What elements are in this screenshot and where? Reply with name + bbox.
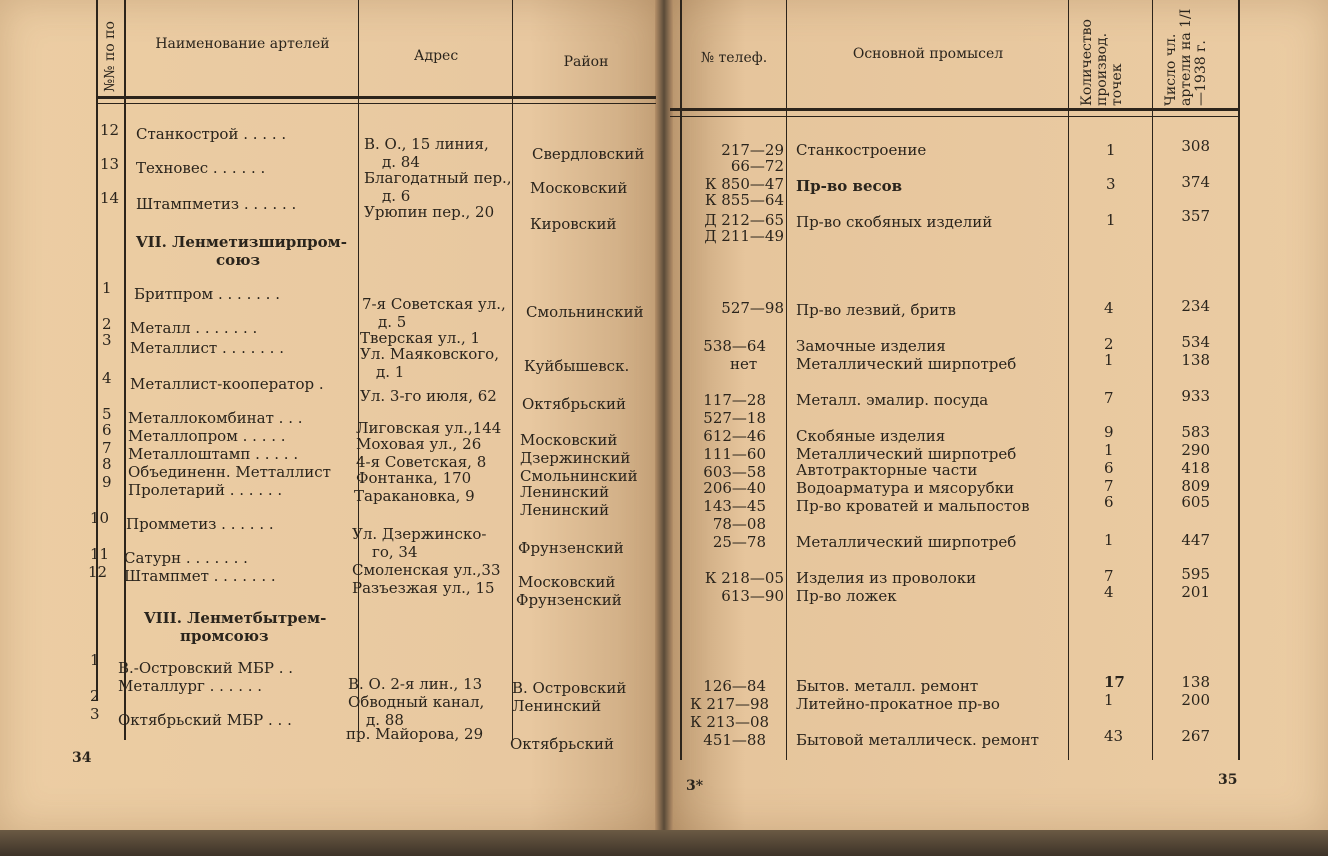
trade: Бытовой металлическ. ремонт [796, 731, 1039, 749]
points: 1 [1104, 691, 1114, 709]
row-num: 7 [102, 439, 112, 457]
district: Октябрьский [510, 735, 615, 753]
rule-v [786, 0, 787, 760]
points: 4 [1104, 583, 1114, 601]
address-line: д. 1 [376, 363, 405, 381]
members: 447 [1181, 531, 1210, 549]
phone: 603—58 [703, 463, 766, 481]
phone: 78—08 [712, 515, 766, 533]
address-line: В. О., 15 линия, [364, 135, 489, 153]
page-number-left: 34 [72, 750, 92, 766]
row-num: 13 [100, 155, 120, 173]
members: 605 [1181, 493, 1210, 511]
artel-name: Штампмет . . . . . . . [124, 567, 276, 585]
address-line: Таракановка, 9 [354, 487, 475, 505]
points: 1 [1106, 211, 1116, 229]
phone: К 850—47 [704, 175, 784, 193]
address-line: 7-я Советская ул., [362, 295, 506, 313]
artel-name: Сатурн . . . . . . . [124, 549, 248, 567]
col-header-points: Количество производ. точек [1079, 19, 1125, 106]
trade: Скобяные изделия [796, 427, 946, 445]
trade: Литейно-прокатное пр-во [796, 695, 1000, 713]
artel-name: Объединенн. Метталлист [128, 463, 331, 481]
row-num: 12 [88, 563, 108, 581]
trade: Пр-во скобяных изделий [796, 213, 993, 231]
address-line: Смоленская ул.,33 [352, 561, 501, 579]
points: 4 [1104, 299, 1114, 317]
artel-name: Металл . . . . . . . [130, 319, 258, 337]
rule-v [96, 0, 98, 700]
row-num: 6 [102, 421, 112, 439]
members: 267 [1181, 727, 1210, 745]
section-title: союз [216, 251, 261, 269]
rule-v [512, 0, 513, 740]
col-header-phone: № телеф. [700, 50, 768, 66]
address-line: Разъезжая ул., 15 [352, 579, 495, 597]
row-num: 2 [90, 687, 100, 705]
phone: 206—40 [703, 479, 766, 497]
members: 534 [1181, 333, 1210, 351]
address-line: д. 84 [382, 153, 420, 171]
phone: 143—45 [703, 497, 766, 515]
district: Фрунзенский [516, 591, 622, 609]
address-line: В. О. 2-я лин., 13 [348, 675, 483, 693]
artel-name: Промметиз . . . . . . [126, 515, 274, 533]
rule-v [124, 0, 126, 740]
row-num: 4 [102, 369, 112, 387]
rule-v [1068, 0, 1069, 760]
artel-name: Пролетарий . . . . . . [128, 481, 283, 499]
phone: нет [730, 355, 758, 373]
trade: Металлический ширпотреб [796, 533, 1017, 551]
address-line: Благодатный пер., [364, 169, 512, 187]
book-gutter [655, 0, 673, 856]
phone: 613—90 [721, 587, 784, 605]
points: 43 [1104, 727, 1124, 745]
points: 7 [1104, 477, 1114, 495]
row-num: 12 [100, 121, 120, 139]
table-surface [0, 830, 1328, 856]
row-num: 9 [102, 473, 112, 491]
members: 374 [1181, 173, 1210, 191]
phone: 117—28 [703, 391, 766, 409]
points: 7 [1104, 567, 1114, 585]
members: 290 [1181, 441, 1210, 459]
points: 17 [1104, 673, 1125, 691]
district: Свердловский [532, 145, 645, 163]
district: Октябрьский [522, 395, 627, 413]
members: 583 [1181, 423, 1210, 441]
trade: Пр-во весов [796, 177, 903, 195]
phone: 66—72 [730, 157, 784, 175]
artel-name: Бритпром . . . . . . . [134, 285, 280, 303]
address-line: Ул. Дзержинско- [352, 525, 487, 543]
trade: Бытов. металл. ремонт [796, 677, 979, 695]
district: Московский [520, 431, 618, 449]
row-num: 14 [100, 189, 120, 207]
trade: Металлический ширпотреб [796, 355, 1017, 373]
header-rule [96, 103, 656, 104]
address-line: Фонтанка, 170 [356, 469, 472, 487]
section-title: VII. Ленметизширпром- [136, 233, 347, 251]
phone: Д 211—49 [704, 227, 784, 245]
members: 138 [1181, 673, 1210, 691]
header-rule [96, 96, 656, 99]
section-title: VIII. Ленметбытрем- [144, 609, 327, 627]
trade: Изделия из проволоки [796, 569, 977, 587]
header-rule [670, 108, 1240, 111]
phone: 527—18 [703, 409, 766, 427]
col-header-address: Адрес [413, 48, 459, 64]
points: 2 [1104, 335, 1114, 353]
artel-name: Штампметиз . . . . . . [136, 195, 297, 213]
header-rule [670, 116, 1240, 117]
district: Кировский [530, 215, 617, 233]
points: 1 [1104, 351, 1114, 369]
district: Смольнинский [520, 467, 638, 485]
signature-mark: 3* [686, 778, 704, 794]
members: 200 [1181, 691, 1210, 709]
address-line: Ул. 3-го июля, 62 [360, 387, 497, 405]
trade: Водоарматура и мясорубки [796, 479, 1015, 497]
row-num: 11 [90, 545, 110, 563]
artel-name: Металлоштамп . . . . . [128, 445, 299, 463]
address-line: д. 88 [366, 711, 404, 729]
district: Московский [530, 179, 628, 197]
trade: Пр-во ложек [796, 587, 897, 605]
address-line: го, 34 [372, 543, 418, 561]
rule-v [1152, 0, 1153, 760]
rule-v [680, 0, 682, 760]
address-line: Урюпин пер., 20 [364, 203, 495, 221]
points: 1 [1106, 141, 1116, 159]
phone: 111—60 [703, 445, 766, 463]
col-header-district: Район [563, 54, 609, 70]
address-line: 4-я Советская, 8 [356, 453, 487, 471]
district: Ленинский [520, 501, 610, 519]
trade: Автотракторные части [796, 461, 978, 479]
col-header-num: №№ по по [102, 21, 118, 92]
phone: 451—88 [703, 731, 766, 749]
page-number-right: 35 [1218, 772, 1238, 788]
address-line: Моховая ул., 26 [356, 435, 482, 453]
artel-name: Металлист . . . . . . . [130, 339, 284, 357]
phone: 538—64 [703, 337, 766, 355]
address-line: д. 6 [382, 187, 411, 205]
members: 234 [1181, 297, 1210, 315]
col-header-trade: Основной промысел [852, 46, 1004, 62]
artel-name: Октябрьский МБР . . . [118, 711, 292, 729]
rule-v [358, 0, 359, 740]
members: 357 [1181, 207, 1210, 225]
artel-name: Металлург . . . . . . [118, 677, 263, 695]
trade: Замочные изделия [796, 337, 946, 355]
phone: 126—84 [703, 677, 766, 695]
district: Ленинский [520, 483, 610, 501]
points: 7 [1104, 389, 1114, 407]
col-header-members: Число чл. артели на 1/I—1938 г. [1163, 8, 1209, 106]
phone: К 855—64 [704, 191, 784, 209]
row-num: 10 [90, 509, 110, 527]
points: 1 [1104, 531, 1114, 549]
phone: 527—98 [721, 299, 784, 317]
district: Куйбышевск. [524, 357, 630, 375]
address-line: пр. Майорова, 29 [346, 725, 484, 743]
address-line: д. 5 [378, 313, 407, 331]
section-title: промсоюз [180, 627, 269, 645]
phone: 612—46 [703, 427, 766, 445]
artel-name: Металлопром . . . . . [128, 427, 286, 445]
trade: Металлический ширпотреб [796, 445, 1017, 463]
trade: Пр-во лезвий, бритв [796, 301, 956, 319]
members: 809 [1181, 477, 1210, 495]
points: 6 [1104, 493, 1114, 511]
row-num: 3 [90, 705, 100, 723]
phone: 217—29 [721, 141, 784, 159]
phone: 25—78 [712, 533, 766, 551]
district: Московский [518, 573, 616, 591]
district: Ленинский [512, 697, 602, 715]
phone: К 213—08 [690, 713, 770, 731]
phone: Д 212—65 [704, 211, 784, 229]
members: 418 [1181, 459, 1210, 477]
points: 6 [1104, 459, 1114, 477]
district: Смольнинский [526, 303, 644, 321]
row-num: 1 [90, 651, 100, 669]
points: 1 [1104, 441, 1114, 459]
row-num: 5 [102, 405, 112, 423]
address-line: Лиговская ул.,144 [356, 419, 502, 437]
col-header-name: Наименование артелей [155, 36, 330, 52]
row-num: 8 [102, 455, 112, 473]
address-line: Обводный канал, [348, 693, 485, 711]
artel-name: В.-Островский МБР . . [118, 659, 294, 677]
members: 595 [1181, 565, 1210, 583]
trade: Пр-во кроватей и мальпостов [796, 497, 1030, 515]
members: 201 [1181, 583, 1210, 601]
members: 308 [1181, 137, 1210, 155]
address-line: Тверская ул., 1 [360, 329, 481, 347]
district: В. Островский [512, 679, 627, 697]
artel-name: Металлокомбинат . . . [128, 409, 303, 427]
points: 9 [1104, 423, 1114, 441]
members: 933 [1181, 387, 1210, 405]
points: 3 [1106, 175, 1116, 193]
trade: Станкостроение [796, 141, 927, 159]
phone: К 217—98 [690, 695, 770, 713]
address-line: Ул. Маяковского, [360, 345, 499, 363]
row-num: 1 [102, 279, 112, 297]
row-num: 2 [102, 315, 112, 333]
phone: К 218—05 [704, 569, 784, 587]
rule-v [1238, 0, 1240, 760]
trade: Металл. эмалир. посуда [796, 391, 989, 409]
artel-name: Станкострой . . . . . [136, 125, 287, 143]
district: Дзержинский [520, 449, 631, 467]
artel-name: Металлист-кооператор . [130, 375, 324, 393]
artel-name: Техновес . . . . . . [136, 159, 266, 177]
district: Фрунзенский [518, 539, 624, 557]
members: 138 [1181, 351, 1210, 369]
row-num: 3 [102, 331, 112, 349]
